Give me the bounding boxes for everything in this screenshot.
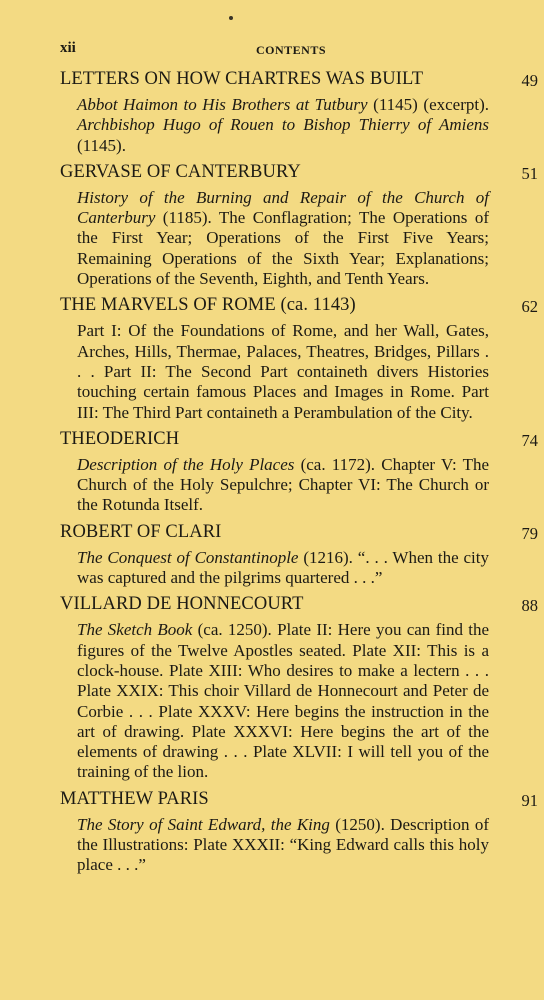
page-folio: xii	[60, 40, 76, 56]
work-title: The Story of Saint Edward, the King	[77, 814, 330, 834]
running-head	[60, 40, 544, 60]
entry-page-number: 74	[521, 430, 538, 450]
contents-entry	[58, 295, 540, 422]
contents-entry	[58, 162, 540, 289]
work-title: Archbishop Hugo of Rouen to Bishop Thierry of Amiens	[77, 115, 489, 135]
work-title: Description of the Holy Places	[77, 454, 295, 474]
description-text: (1185). The Conflagration; The Operations of the First Year; Operations of the First Five Years; Remaining Operations of the Sixth Year; Explanations; Operations of the Seventh, Eighth, and Tenth Years.	[77, 208, 489, 289]
work-title: Abbot Haimon to His Brothers at Tutbury	[77, 95, 368, 114]
entry-heading-row	[58, 594, 540, 620]
entry-description	[77, 188, 489, 289]
work-title: The Conquest of Constantinople	[77, 547, 299, 567]
entry-author: VILLARD DE HONNECOURT	[60, 594, 304, 615]
entry-page-number: 88	[521, 596, 538, 616]
description-text: (1250). Description of the Illustrations: Plate XXXII: “King Edward calls this holy place . . .”	[77, 814, 489, 875]
entry-heading-row	[58, 295, 540, 321]
entry-description	[77, 620, 489, 782]
description-text: (1145) (excerpt).	[367, 95, 489, 114]
description-text: (ca. 1250). Plate II: Here you can find the figures of the Twelve Apostles seated. Plate XII: This is a clock-house. Plate XIII: Who desires to make a lectern . . . Plate XXIX: This choir Villard de Honnecourt and Peter de Corbie . . . Plate XXXV: Here begins the instruction in the art of drawing. Plate XXXVI: Here begins the art of the elements of drawing . . . Plate XLVII: I will tell you of the training of the lion.	[77, 620, 489, 782]
contents-list	[58, 69, 540, 882]
entry-author: ROBERT OF CLARI	[60, 521, 222, 542]
entry-author: LETTERS ON HOW CHARTRES WAS BUILT	[60, 69, 424, 89]
contents-entry	[58, 522, 540, 589]
entry-page-number: 91	[521, 790, 538, 810]
entry-page-number: 51	[521, 163, 538, 183]
entry-author: THEODERICH	[60, 428, 180, 449]
entry-heading-row	[58, 429, 540, 455]
running-head-title: CONTENTS	[256, 43, 327, 57]
entry-heading-row	[58, 789, 540, 815]
description-text: (1216). “. . . When the city was captured and the pilgrims quartered . . .”	[77, 547, 489, 588]
description-text: Part I: Of the Foundations of Rome, and her Wall, Gates, Arches, Hills, Thermae, Palaces, Theatres, Bridges, Pillars . . . Part II: The Second Part containeth divers Histories touching certain famous Places and Images in Rome. Part III: The Third Part containeth a Perambulation of the City.	[77, 321, 489, 422]
entry-page-number: 62	[521, 297, 538, 317]
description-text: (ca. 1172). Chapter V: The Church of the Holy Sepulchre; Chapter VI: The Church or the Rotunda Itself.	[77, 454, 489, 515]
entry-description	[77, 455, 489, 516]
contents-entry	[58, 429, 540, 516]
entry-page-number: 49	[521, 71, 538, 90]
description-text: (1145).	[77, 135, 126, 155]
contents-entry	[58, 69, 540, 156]
entry-author: MATTHEW PARIS	[60, 788, 209, 809]
entry-description	[77, 95, 489, 156]
entry-description	[77, 321, 489, 422]
entry-heading-row	[58, 162, 540, 188]
entry-heading-row	[58, 69, 540, 95]
entry-author: THE MARVELS OF ROME (ca. 1143)	[60, 295, 356, 316]
entry-description	[77, 815, 489, 876]
work-title: History of the Burning and Repair of the Church of Canterbury	[77, 187, 489, 228]
contents-entry	[58, 789, 540, 876]
entry-author: GERVASE OF CANTERBURY	[60, 161, 301, 182]
entry-heading-row	[58, 522, 540, 548]
work-title: The Sketch Book	[77, 620, 193, 640]
entry-page-number: 79	[521, 523, 538, 543]
entry-description	[77, 548, 489, 589]
ink-speck	[229, 16, 233, 20]
contents-entry	[58, 594, 540, 782]
